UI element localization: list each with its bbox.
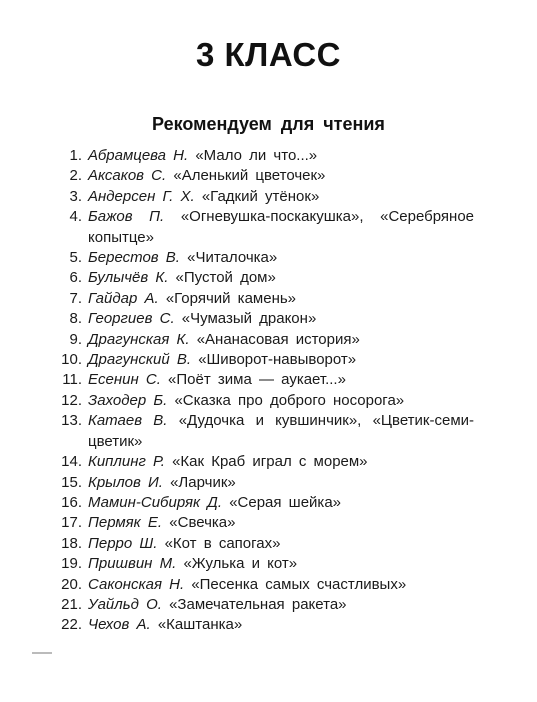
list-item (56, 268, 474, 288)
item-author: Георгиев С. (88, 310, 175, 328)
item-number: 22. (61, 616, 82, 634)
item-author: Гайдар А. (88, 289, 159, 307)
item-number: 13. (61, 412, 82, 430)
list-item (56, 207, 474, 248)
list-item (56, 411, 474, 452)
item-works: «Чумазый дракон» (181, 310, 317, 328)
list-item (56, 350, 474, 370)
item-author: Есенин С. (88, 371, 161, 389)
list-item (56, 166, 474, 186)
list-item (56, 452, 474, 472)
list-item (56, 493, 474, 513)
item-works: «Гадкий утёнок» (201, 187, 320, 205)
list-item (56, 554, 474, 574)
item-author: Пришвин М. (88, 555, 177, 573)
item-author: Бажов П. (88, 208, 165, 226)
item-author: Катаев В. (88, 412, 168, 430)
item-works: «Сказка про доброго носорога» (174, 391, 405, 409)
page-title: 3 КЛАСС (196, 36, 341, 73)
item-works: «Как Краб играл с морем» (172, 453, 368, 471)
item-number: 3. (69, 187, 82, 205)
item-number: 4. (69, 208, 82, 226)
item-number: 16. (61, 493, 82, 511)
item-number: 14. (61, 453, 82, 471)
item-works: «Ларчик» (170, 473, 236, 491)
list-item (56, 248, 474, 268)
item-number: 19. (61, 555, 82, 573)
item-author: Саконская Н. (88, 575, 185, 593)
item-number: 10. (61, 351, 82, 369)
item-author: Пермяк Е. (88, 514, 163, 532)
item-works: «Читалочка» (187, 249, 278, 267)
item-author: Мамин-Сибиряк Д. (88, 493, 223, 511)
list-item (56, 575, 474, 595)
list-item (56, 330, 474, 350)
item-number: 6. (69, 269, 82, 287)
item-number: 2. (69, 167, 82, 185)
item-works: «Замечательная ракета» (169, 595, 347, 613)
list-item (56, 615, 474, 635)
item-number: 9. (69, 330, 82, 348)
item-author: Заходер Б. (88, 391, 168, 409)
item-works: «Поёт зима — аукает...» (168, 371, 346, 389)
item-works: «Песенка самых счастливых» (191, 575, 407, 593)
item-works: «Горячий камень» (165, 289, 297, 307)
item-works: «Каштанка» (157, 616, 243, 634)
page-subtitle: Рекомендуем для чтения (152, 114, 385, 134)
item-number: 7. (69, 289, 82, 307)
item-works: «Жулька и кот» (183, 555, 298, 573)
list-item (56, 595, 474, 615)
item-author: Крылов И. (88, 473, 163, 491)
item-works: «Серая шейка» (229, 493, 342, 511)
item-works: «Дудочка и кувшинчик», «Цветик-семи-цветик» (88, 412, 475, 450)
list-item (56, 473, 474, 493)
item-author: Берестов В. (88, 249, 180, 267)
item-works: «Аленький цветочек» (173, 167, 326, 185)
item-works: «Пустой дом» (175, 269, 276, 287)
item-author: Чехов А. (88, 616, 151, 634)
item-number: 1. (69, 147, 82, 164)
item-works: «Мало ли что...» (195, 147, 318, 164)
list-item (56, 534, 474, 554)
item-author: Булычёв К. (88, 269, 169, 287)
item-works: «Шиворот-навыворот» (198, 351, 357, 369)
item-number: 17. (61, 514, 82, 532)
list-item (56, 289, 474, 309)
item-author: Андерсен Г. Х. (88, 187, 195, 205)
item-works: «Кот в сапогах» (164, 534, 281, 552)
item-works: «Ананасовая история» (196, 330, 360, 348)
list-item (56, 370, 474, 390)
list-item (56, 309, 474, 329)
item-number: 12. (61, 391, 82, 409)
item-number: 8. (69, 310, 82, 328)
list-item (56, 146, 474, 166)
item-number: 5. (69, 249, 82, 267)
item-works: «Свечка» (169, 514, 236, 532)
reading-list (56, 146, 474, 636)
item-number: 11. (62, 371, 82, 389)
item-author: Драгунский В. (88, 351, 192, 369)
item-author: Киплинг Р. (88, 453, 165, 471)
item-number: 18. (61, 534, 82, 552)
item-author: Перро Ш. (88, 534, 158, 552)
item-author: Аксаков С. (88, 167, 167, 185)
item-number: 21. (61, 595, 82, 613)
item-number: 20. (61, 575, 82, 593)
list-item (56, 391, 474, 411)
item-author: Уайльд О. (88, 595, 162, 613)
item-works: «Огневушка-поскакушка», «Серебряное копытце» (88, 208, 474, 246)
list-item (56, 187, 474, 207)
item-author: Абрамцева Н. (88, 147, 189, 164)
page-corner-mark (32, 652, 52, 654)
list-item (56, 513, 474, 533)
item-author: Драгунская К. (88, 330, 190, 348)
item-number: 15. (61, 473, 82, 491)
